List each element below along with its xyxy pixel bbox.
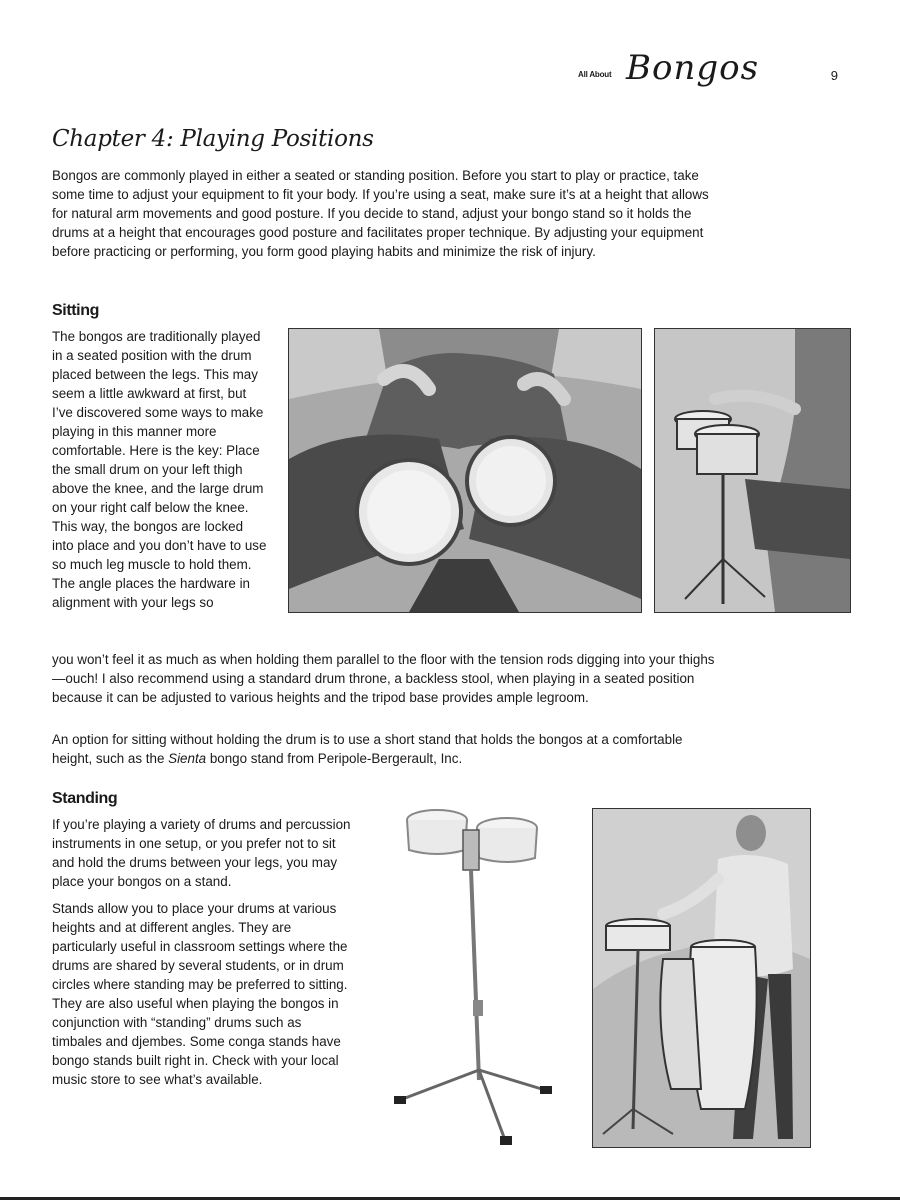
photo-bongo-stand (385, 800, 555, 1150)
sitting-paragraph: The bongos are traditionally played in a seated position with the drum placed between the legs. This may seem a little awkward at first, but I’ve discovered some ways to make playing in this manner more comfortable. Here is the key: Place the small drum on your left thigh above the knee, and the large drum on your right calf below the knee. This way, the bongos are locked into place and you don’t have to use so much leg muscle to hold them. The angle places the hardware in alignment with your legs so (52, 329, 267, 610)
photo-seated-bongos-closeup (288, 328, 642, 613)
option-text-end: bongo stand from Peripole-Bergerault, Inc. (206, 751, 463, 766)
book-title-prefix: All About (578, 70, 612, 79)
standing-text (52, 815, 352, 1089)
running-header (578, 50, 838, 100)
sitting-heading: Sitting (52, 302, 99, 319)
chapter-title: Chapter 4: Playing Positions (52, 126, 374, 152)
sitting-paragraph-continued: you won’t feel it as much as when holding them parallel to the floor with the tension rods digging into your thighs—ouch! I also recommend using a standard drum throne, a backless stool, when playing in a seated position because it can be adjusted to various heights and the tripod base provides ample legroom. (52, 652, 715, 705)
page-number: 9 (830, 68, 838, 83)
sitting-option-paragraph (52, 730, 722, 768)
photo-standing-player (592, 808, 811, 1148)
standing-paragraph-1: If you’re playing a variety of drums and percussion instruments in one setup, or you prefer not to sit and hold the drums between your legs, you may place your bongos on a stand. (52, 817, 351, 889)
intro-paragraph: Bongos are commonly played in either a seated or standing position. Before you start to play or practice, take some time to adjust your equipment to fit your body. If you’re using a seat, make sure it’s at a height that allows for natural arm movements and good posture. If you decide to stand, adjust your bongo stand so it holds the drums at a height that encourages good posture and facilitates proper technique. By adjusting your equipment before practicing or performing, you form good playing habits and minimize the risk of injury. (52, 168, 709, 259)
photo-seated-player-side (654, 328, 851, 613)
option-text-start: An option for sitting without holding the drum is to use a short stand that holds the bongos at a comfortable height, such as the (52, 732, 683, 766)
book-title: Bongos (626, 48, 760, 88)
standing-heading: Standing (52, 790, 118, 807)
sienta-product-name: Sienta (168, 751, 207, 766)
standing-paragraph-2: Stands allow you to place your drums at various heights and at different angles. They are particularly useful in classroom settings where the drums are shared by several students, or in drum circles where standing may be preferred to sitting. They are also useful when playing the bongos in conjunction with “standing” drums such as timbales and djembes. Some conga stands have bongo stands built right in. Check with your local music store to see what’s available. (52, 901, 348, 1087)
